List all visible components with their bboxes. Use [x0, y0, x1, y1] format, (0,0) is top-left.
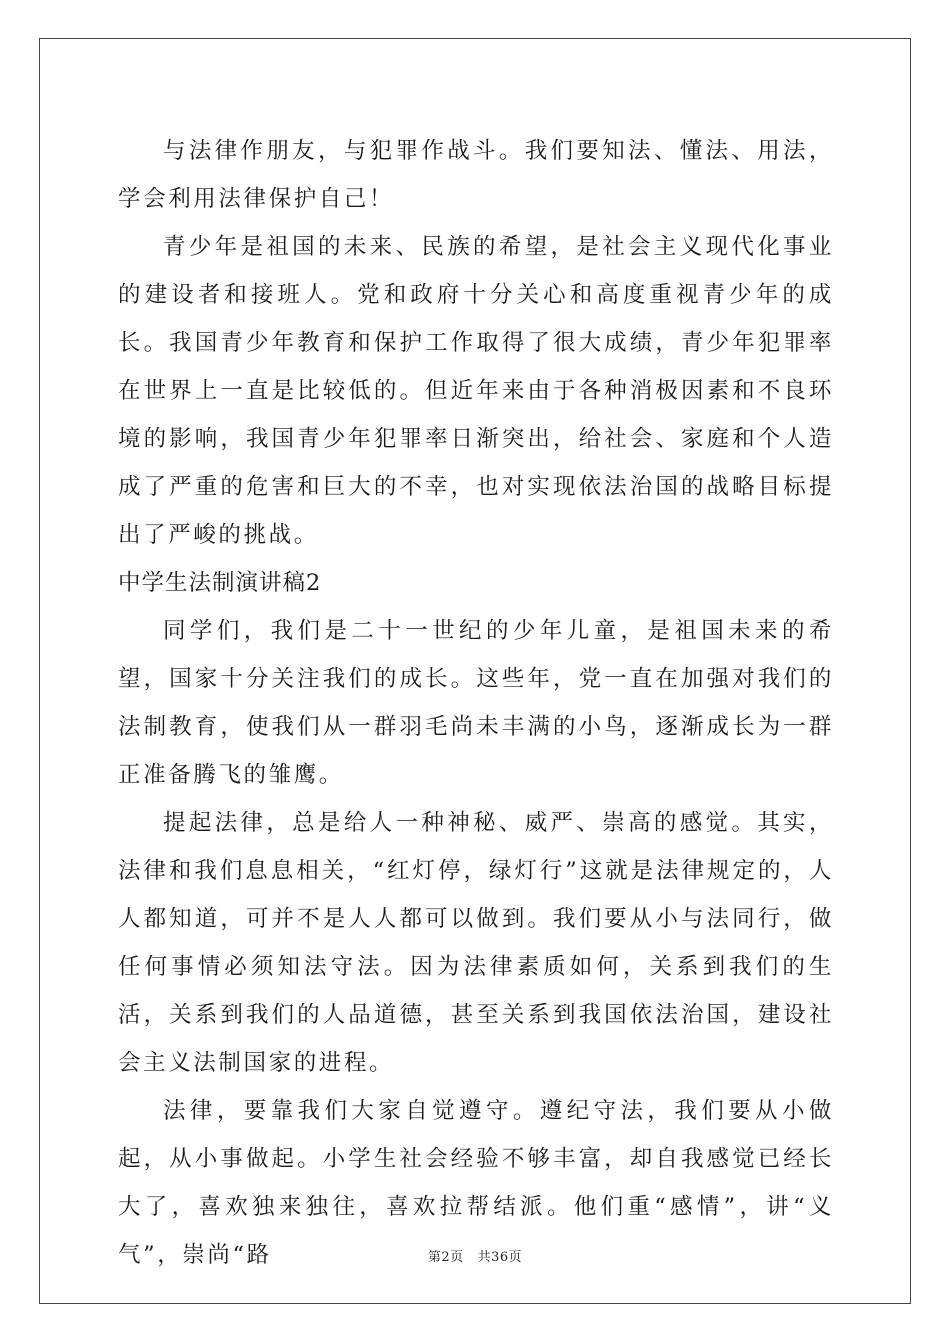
paragraph: 提起法律，总是给人一种神秘、威严、崇高的感觉。其实，法律和我们息息相关，“红灯停，绿灯行”这就是法律规定的，人人都知道，可并不是人人都可以做到。我们要从小与法同行，做任何事情必须知法守法。因为法律素质如何，关系到我们的生活，关系到我们的人品道德，甚至关系到我国依法治国，建设社会主义法制国家的进程。 [118, 810, 834, 1076]
paragraph: 同学们，我们是二十一世纪的少年儿童，是祖国未来的希望，国家十分关注我们的成长。这些年，党一直在加强对我们的法制教育，使我们从一群羽毛尚未丰满的小鸟，逐渐成长为一群正准备腾飞的雏鹰。 [118, 618, 834, 788]
paragraph: 与法律作朋友，与犯罪作战斗。我们要知法、懂法、用法，学会利用法律保护自己！ [118, 138, 834, 212]
page-footer [0, 1246, 950, 1265]
page-total: 共36页 [477, 1250, 523, 1265]
paragraph: 法律，要靠我们大家自觉遵守。遵纪守法，我们要从小做起，从小事做起。小学生社会经验不够丰富，却自我感觉已经长大了，喜欢独来独往，喜欢拉帮结派。他们重“感情”，讲“义气”，崇尚“路 [118, 1098, 834, 1268]
paragraph: 青少年是祖国的未来、民族的希望，是社会主义现代化事业的建设者和接班人。党和政府十分关心和高度重视青少年的成长。我国青少年教育和保护工作取得了很大成绩，青少年犯罪率在世界上一直是比较低的。但近年来由于各种消极因素和不良环境的影响，我国青少年犯罪率日渐突出，给社会、家庭和个人造成了严重的危害和巨大的不幸，也对实现依法治国的战略目标提出了严峻的挑战。 [118, 234, 834, 548]
document-body [118, 127, 834, 1279]
page-number: 第2页 [427, 1250, 464, 1265]
section-heading: 中学生法制演讲稿2 [118, 570, 322, 596]
